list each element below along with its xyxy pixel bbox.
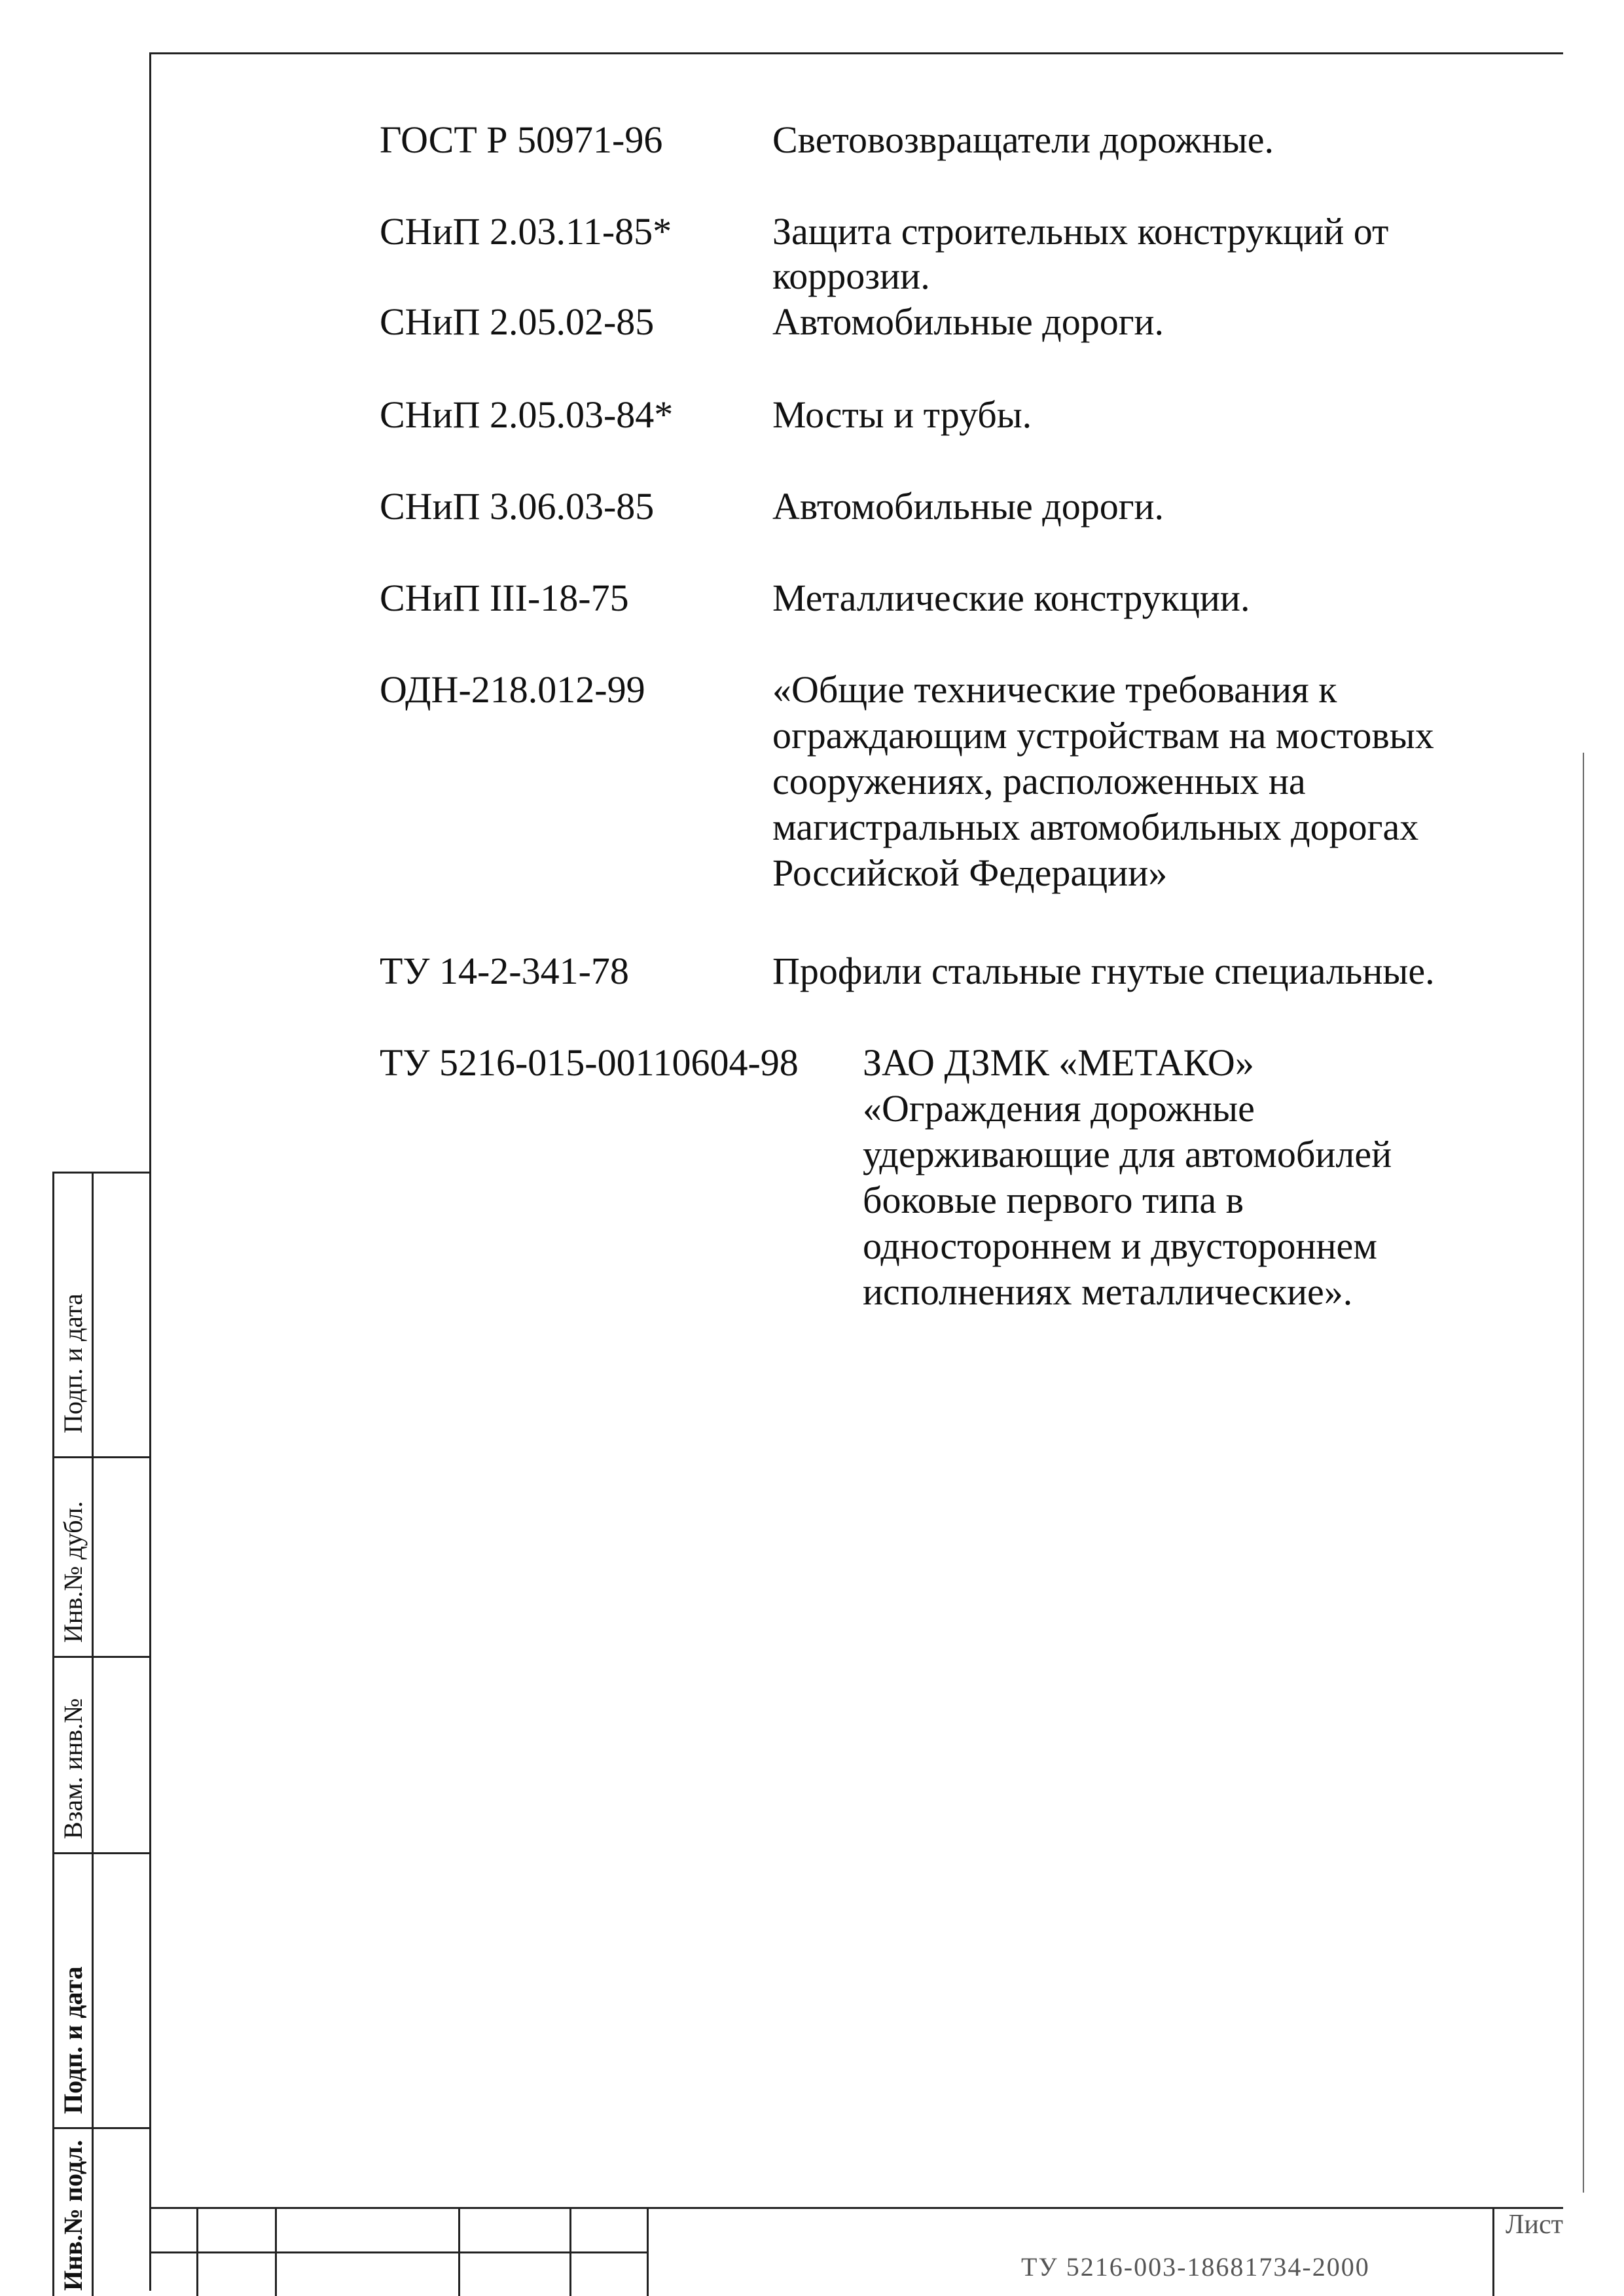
title-block-row-line [149, 2251, 647, 2253]
ref-desc-line: ЗАО ДЗМК «МЕТАКО» [863, 1041, 1254, 1084]
ref-desc-line: Металлические конструкции. [772, 577, 1250, 619]
ref-code: СНиП 2.05.03-84* [380, 393, 674, 436]
ref-desc-line: исполнениях металлические». [863, 1270, 1353, 1313]
ref-code: ТУ 14-2-341-78 [380, 950, 629, 992]
ref-code: ТУ 5216-015-00110604-98 [380, 1041, 799, 1084]
title-block-column [569, 2207, 571, 2296]
ref-desc-line: Автомобильные дороги. [772, 300, 1164, 343]
title-block-column [196, 2207, 198, 2296]
ref-code: СНиП 2.03.11-85* [380, 210, 672, 253]
ref-desc-line: ограждающим устройствам на мостовых [772, 714, 1434, 757]
strip-divider [52, 2127, 151, 2129]
ref-desc-line: удерживающие для автомобилей [863, 1133, 1392, 1175]
strip-divider [52, 1656, 151, 1658]
stamp-label-podp-i-data: Подп. и дата [58, 1966, 88, 2114]
ref-desc-line: «Ограждения дорожные [863, 1087, 1255, 1130]
strip-divider [52, 1852, 151, 1854]
ref-desc-line: Защита строительных конструкций от [772, 210, 1389, 253]
ref-desc-line: коррозии. [772, 255, 930, 297]
ref-desc-line: Мосты и трубы. [772, 393, 1032, 436]
ref-desc-line: сооружениях, расположенных на [772, 760, 1306, 802]
ref-desc-line: магистральных автомобильных дорогах [772, 806, 1419, 848]
strip-divider [52, 1172, 151, 1174]
ref-code: СНиП 2.05.02-85 [380, 300, 655, 343]
ref-code: ГОСТ Р 50971-96 [380, 118, 663, 161]
ref-code: СНиП III-18-75 [380, 577, 629, 619]
document-code: ТУ 5216-003-18681734-2000 [1021, 2252, 1370, 2282]
ref-desc-line: Световозвращатели дорожные. [772, 118, 1274, 161]
sheet-label: Лист [1506, 2210, 1563, 2240]
frame-right-border [1583, 753, 1584, 2193]
ref-desc-line: Автомобильные дороги. [772, 485, 1164, 528]
ref-desc-line: «Общие технические требования к [772, 668, 1337, 711]
title-block-column [647, 2207, 649, 2296]
title-block-column [1492, 2207, 1494, 2296]
ref-desc-line: боковые первого типа в [863, 1179, 1244, 1221]
ref-desc-line: Профили стальные гнутые специальные. [772, 950, 1435, 992]
title-block-column [275, 2207, 277, 2296]
title-block-top-line [149, 2207, 1563, 2209]
ref-desc-line: Российской Федерации» [772, 852, 1168, 894]
ref-code: СНиП 3.06.03-85 [380, 485, 655, 528]
stamp-label-podp-i-data: Подп. и дата [58, 1293, 88, 1433]
ref-code: ОДН-218.012-99 [380, 668, 645, 711]
ref-desc-line: одностороннем и двустороннем [863, 1225, 1377, 1267]
stamp-label-vzam-inv: Взам. инв.№ [58, 1698, 88, 1839]
frame-top-border [149, 52, 1563, 54]
stamp-label-inv-dubl: Инв.№ дубл. [58, 1501, 88, 1643]
strip-divider [52, 1456, 151, 1458]
title-block-column [458, 2207, 460, 2296]
stamp-label-inv-podl: Инв.№ подл. [58, 2140, 88, 2291]
